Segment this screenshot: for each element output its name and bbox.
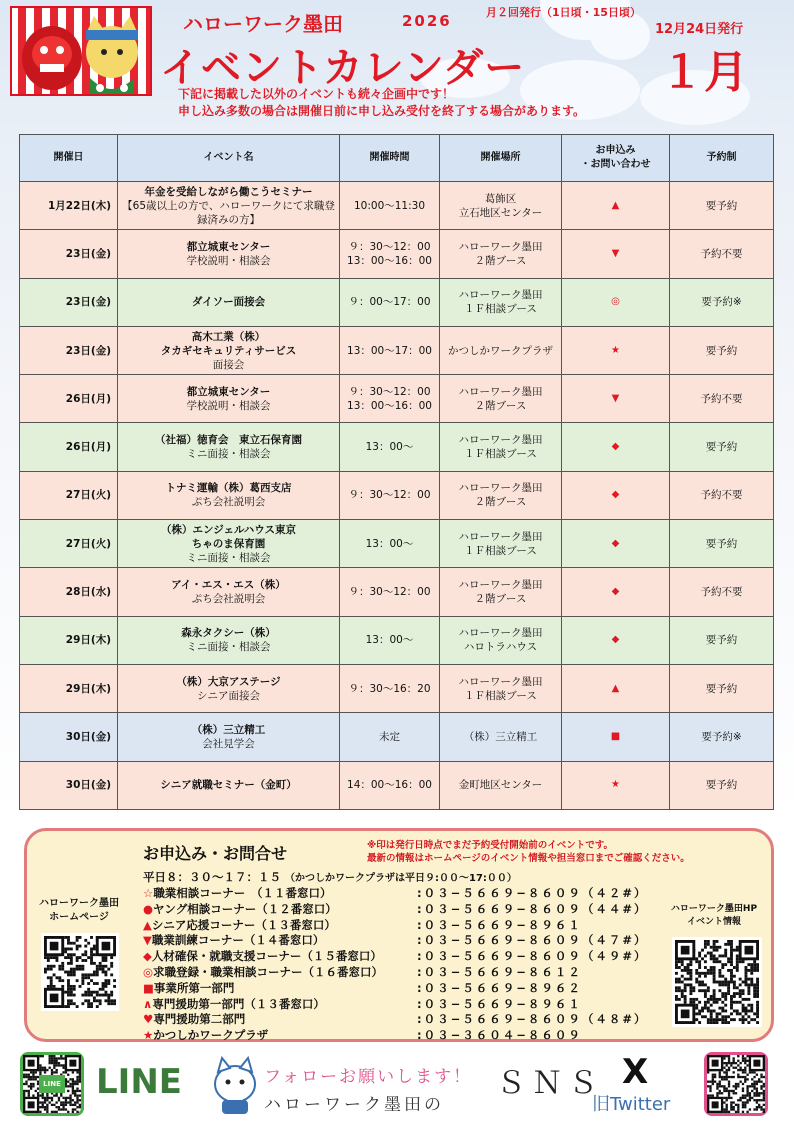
x-qr-code[interactable] — [704, 1052, 768, 1116]
event-date: 28日(水) — [20, 568, 118, 616]
footer — [0, 1048, 794, 1123]
event-subtitle: ミニ面接・相談会 — [186, 551, 271, 564]
reservation-status: 予約不要 — [670, 471, 774, 519]
event-name — [118, 423, 340, 471]
event-time: 14：00～16：00 — [340, 761, 440, 809]
lion-and-cat-icon — [12, 8, 152, 96]
contact-item-phone[interactable]: :０３−５６６９−８９６２ — [417, 980, 582, 995]
contact-item-label: ∧専門援助第一部門（１３番窓口） — [143, 996, 325, 1011]
contact-item — [143, 1012, 663, 1028]
business-hours-text: 平日８：３０～１７：１５ — [143, 870, 281, 884]
contact-item — [143, 902, 663, 918]
event-place: ハローワーク墨田 ２階ブース — [440, 568, 562, 616]
table-row — [20, 568, 774, 616]
event-name — [118, 326, 340, 374]
contact-note-line: ※印は発行日時点でまだ予約受付開始前のイベントです。 — [367, 840, 613, 851]
page-title: イベントカレンダー — [160, 45, 526, 91]
event-qr-label: ハローワーク墨田HP イベント情報 — [670, 904, 758, 927]
contact-item-label: ▼職業訓練コーナー（１４番窓口） — [143, 933, 325, 948]
reservation-status: 要予約 — [670, 182, 774, 230]
contact-item-phone[interactable]: :０３−３６０４−８６０９ — [417, 1028, 582, 1043]
contact-mark: ■ — [562, 713, 670, 761]
qr-code-icon — [675, 940, 759, 1024]
reservation-status: 予約不要 — [670, 230, 774, 278]
contact-item — [143, 918, 663, 934]
contact-item-label: ☆職業相談コーナー （１１番窓口） — [143, 886, 332, 900]
reservation-status: 要予約 — [670, 761, 774, 809]
event-place: 金町地区センター — [440, 761, 562, 809]
event-place: ハローワーク墨田 １Ｆ相談ブース — [440, 664, 562, 712]
homepage-qr-label: ハローワーク墨田 ホームページ — [39, 898, 119, 923]
event-place: ハローワーク墨田 ２階ブース — [440, 230, 562, 278]
table-row — [20, 471, 774, 519]
table-row — [20, 713, 774, 761]
contact-mark: ▼ — [562, 375, 670, 423]
qr-code-icon — [44, 936, 116, 1008]
event-date: 1月22日(木) — [20, 182, 118, 230]
reservation-status: 要予約※ — [670, 278, 774, 326]
contact-item-phone[interactable]: :０３−５６６９−８９６１ — [417, 996, 582, 1011]
homepage-qr-code[interactable] — [41, 933, 119, 1011]
event-time: ９：30～12：00 — [340, 568, 440, 616]
contact-list — [143, 886, 663, 1044]
contact-mark: ▼ — [562, 230, 670, 278]
event-time: 未定 — [340, 713, 440, 761]
table-row — [20, 230, 774, 278]
reservation-status: 要予約 — [670, 616, 774, 664]
event-subtitle: 学校説明・相談会 — [186, 399, 271, 412]
reservation-status: 予約不要 — [670, 375, 774, 423]
event-subtitle: 面接会 — [212, 358, 245, 371]
event-name — [118, 616, 340, 664]
contact-item-phone[interactable]: :０３−５６６９−８９６１ — [417, 917, 582, 932]
event-date: 30日(金) — [20, 761, 118, 809]
event-name — [118, 182, 340, 230]
issue-date: 12月24日発行 — [655, 22, 744, 37]
x-logo-icon: X — [622, 1052, 649, 1092]
notice-line: 申し込み多数の場合は開催日前に申し込み受付を終了する場合があります。 — [178, 104, 586, 118]
contact-item-label: ★かつしかワークプラザ — [143, 1028, 269, 1043]
contact-item — [143, 949, 663, 965]
contact-item-label: ◎求職登録・職業相談コーナー（１６番窓口） — [143, 964, 384, 979]
contact-note — [367, 839, 690, 865]
event-title: ダイソー面接会 — [191, 296, 266, 309]
event-date: 23日(金) — [20, 326, 118, 374]
table-row — [20, 520, 774, 568]
event-subtitle: 【65歳以上の方で、ハローワークにて求職登録済みの方】 — [122, 199, 335, 226]
business-hours — [143, 869, 517, 885]
event-title: （社福）徳育会 東立石保育園 — [155, 434, 302, 447]
event-place: （株）三立精工 — [440, 713, 562, 761]
contact-item — [143, 997, 663, 1013]
business-hours-note: （かつしかワークプラザは平日９:００～17:００） — [285, 873, 517, 884]
event-title: アイ・エス・エス（株） — [171, 579, 286, 592]
event-title: （株）大京アステージ — [176, 675, 281, 688]
event-date: 29日(木) — [20, 664, 118, 712]
event-title: シニア就職セミナー（金町） — [160, 779, 297, 792]
contact-item — [143, 1028, 663, 1044]
event-time: 13：00～ — [340, 423, 440, 471]
event-place: ハローワーク墨田 １Ｆ相談ブース — [440, 278, 562, 326]
event-place: ハローワーク墨田 １Ｆ相談ブース — [440, 423, 562, 471]
contact-item-label: ■事業所第一部門 — [143, 980, 235, 995]
event-subtitle: シニア面接会 — [197, 689, 260, 702]
reservation-status: 要予約※ — [670, 713, 774, 761]
reservation-status: 要予約 — [670, 423, 774, 471]
contact-mark: ▲ — [562, 664, 670, 712]
column-header: 開催日 — [20, 135, 118, 182]
event-name — [118, 278, 340, 326]
contact-item-label: ◆人材確保・就職支援コーナー（１５番窓口） — [143, 949, 382, 964]
notice-text — [178, 86, 585, 120]
column-header: お申込み ・お問い合わせ — [562, 135, 670, 182]
contact-item — [143, 965, 663, 981]
contact-item-label: ●ヤング相談コーナー（１２番窓口） — [143, 901, 337, 916]
event-name — [118, 761, 340, 809]
contact-item-phone[interactable]: :０３−５６６９−８６０９（４７#） — [417, 933, 648, 948]
notice-line: 下記に掲載した以外のイベントも続々企画中です！ — [178, 87, 455, 101]
event-subtitle: ミニ面接・相談会 — [186, 448, 271, 461]
contact-item-phone[interactable]: :０３−５６６９−８６０９（４４#） — [417, 901, 648, 916]
sns-label: ＳＮＳ — [496, 1066, 604, 1101]
event-name — [118, 664, 340, 712]
event-time: ９：00～17：00 — [340, 278, 440, 326]
event-time: ９：30～12：00 — [340, 471, 440, 519]
event-subtitle: ぷち会社説明会 — [191, 496, 266, 509]
table-row — [20, 423, 774, 471]
contact-item-label: ▲シニア応援コーナー（１３番窓口） — [143, 917, 336, 932]
contact-item-phone[interactable]: :０３−５６６９−８６１２ — [417, 964, 582, 979]
event-time: 13：00～ — [340, 520, 440, 568]
column-header: 開催時間 — [340, 135, 440, 182]
table-header-row — [20, 135, 774, 182]
reservation-status: 要予約 — [670, 664, 774, 712]
reservation-status: 予約不要 — [670, 568, 774, 616]
mascot-illustration — [10, 6, 152, 96]
event-table — [19, 134, 774, 810]
contact-panel — [24, 828, 774, 1042]
event-subtitle: ぷち会社説明会 — [191, 593, 266, 606]
table-row — [20, 616, 774, 664]
follow-request: フォローお願いします！ — [264, 1067, 473, 1087]
event-time: ９：30～16：20 — [340, 664, 440, 712]
contact-item-phone[interactable]: :０３−５６６９−８６０９（４２#） — [417, 886, 648, 900]
event-name — [118, 375, 340, 423]
event-title: （株）三立精工 — [191, 723, 266, 736]
event-title: 年金を受給しながら働こうセミナー — [144, 185, 313, 198]
cat-mascot-icon — [208, 1054, 262, 1116]
contact-item — [143, 886, 663, 902]
calendar-month: １月 — [660, 47, 748, 98]
line-qr-code[interactable] — [20, 1052, 84, 1116]
contact-mark: ▲ — [562, 182, 670, 230]
event-date: 27日(火) — [20, 520, 118, 568]
contact-mark: ★ — [562, 761, 670, 809]
contact-item-phone[interactable]: :０３−５６６９−８６０９（４８#） — [417, 1012, 648, 1027]
line-label: LINE — [96, 1062, 182, 1102]
event-date: 23日(金) — [20, 278, 118, 326]
table-row — [20, 278, 774, 326]
column-header: 予約制 — [670, 135, 774, 182]
event-time: 10:00～11:30 — [340, 182, 440, 230]
event-name — [118, 520, 340, 568]
event-time: 13：00～17：00 — [340, 326, 440, 374]
event-place: 葛飾区 立石地区センター — [440, 182, 562, 230]
event-date: 23日(金) — [20, 230, 118, 278]
event-title: 都立城東センター — [186, 240, 271, 253]
reservation-status: 要予約 — [670, 326, 774, 374]
event-place: ハローワーク墨田 ２階ブース — [440, 471, 562, 519]
footer-office-name: ハローワーク墨田の — [264, 1095, 444, 1115]
event-date: 29日(木) — [20, 616, 118, 664]
contact-mark: ◆ — [562, 520, 670, 568]
event-time: ９：30～12：00 13：00～16：00 — [340, 230, 440, 278]
contact-item — [143, 981, 663, 997]
office-name: ハローワーク墨田 — [183, 12, 343, 36]
qr-code-icon — [707, 1055, 765, 1113]
contact-item-phone[interactable]: :０３−５６６９−８６０９（４９#） — [417, 949, 648, 964]
event-qr-code[interactable] — [672, 937, 762, 1027]
contact-mark: ◆ — [562, 616, 670, 664]
event-name — [118, 471, 340, 519]
table-row — [20, 664, 774, 712]
event-time: ９：30～12：00 13：00～16：00 — [340, 375, 440, 423]
contact-item-label: ♥専門援助第二部門 — [143, 1012, 246, 1027]
issue-year: 2026 — [402, 12, 452, 30]
event-name — [118, 230, 340, 278]
table-row — [20, 182, 774, 230]
event-subtitle: 学校説明・相談会 — [186, 254, 271, 267]
contact-mark: ◆ — [562, 471, 670, 519]
contact-title: お申込み・お問合せ — [143, 844, 288, 863]
column-header: 開催場所 — [440, 135, 562, 182]
old-twitter-label: 旧Twitter — [592, 1094, 671, 1115]
table-row — [20, 375, 774, 423]
event-title: 森永タクシー（株） — [181, 627, 276, 640]
event-place: かつしかワークプラザ — [440, 326, 562, 374]
contact-item — [143, 933, 663, 949]
event-place: ハローワーク墨田 １Ｆ相談ブース — [440, 520, 562, 568]
table-row — [20, 326, 774, 374]
event-name — [118, 713, 340, 761]
contact-mark: ★ — [562, 326, 670, 374]
line-badge-icon: LINE — [39, 1075, 65, 1093]
contact-mark: ◆ — [562, 568, 670, 616]
contact-note-line: 最新の情報はホームページのイベント情報や担当窓口までご確認ください。 — [367, 853, 690, 864]
reservation-status: 要予約 — [670, 520, 774, 568]
event-date: 30日(金) — [20, 713, 118, 761]
contact-mark: ◆ — [562, 423, 670, 471]
table-row — [20, 761, 774, 809]
event-time: 13：00～ — [340, 616, 440, 664]
event-name — [118, 568, 340, 616]
event-place: ハローワーク墨田 ハロトラハウス — [440, 616, 562, 664]
event-subtitle: ミニ面接・相談会 — [186, 641, 271, 654]
event-title: トナミ運輸（株）葛西支店 — [165, 482, 292, 495]
event-date: 26日(月) — [20, 375, 118, 423]
header — [0, 0, 794, 125]
issue-frequency: 月２回発行（1日頃・15日頃） — [486, 6, 641, 19]
column-header: イベント名 — [118, 135, 340, 182]
event-title: 都立城東センター — [186, 385, 271, 398]
event-title: 高木工業（株） タカギセキュリティサービス — [160, 330, 297, 357]
event-subtitle: 会社見学会 — [202, 737, 255, 750]
event-title: （株）エンジェルハウス東京 ちゃのま保育園 — [161, 523, 296, 550]
event-date: 27日(火) — [20, 471, 118, 519]
event-place: ハローワーク墨田 ２階ブース — [440, 375, 562, 423]
contact-mark: ◎ — [562, 278, 670, 326]
event-date: 26日(月) — [20, 423, 118, 471]
